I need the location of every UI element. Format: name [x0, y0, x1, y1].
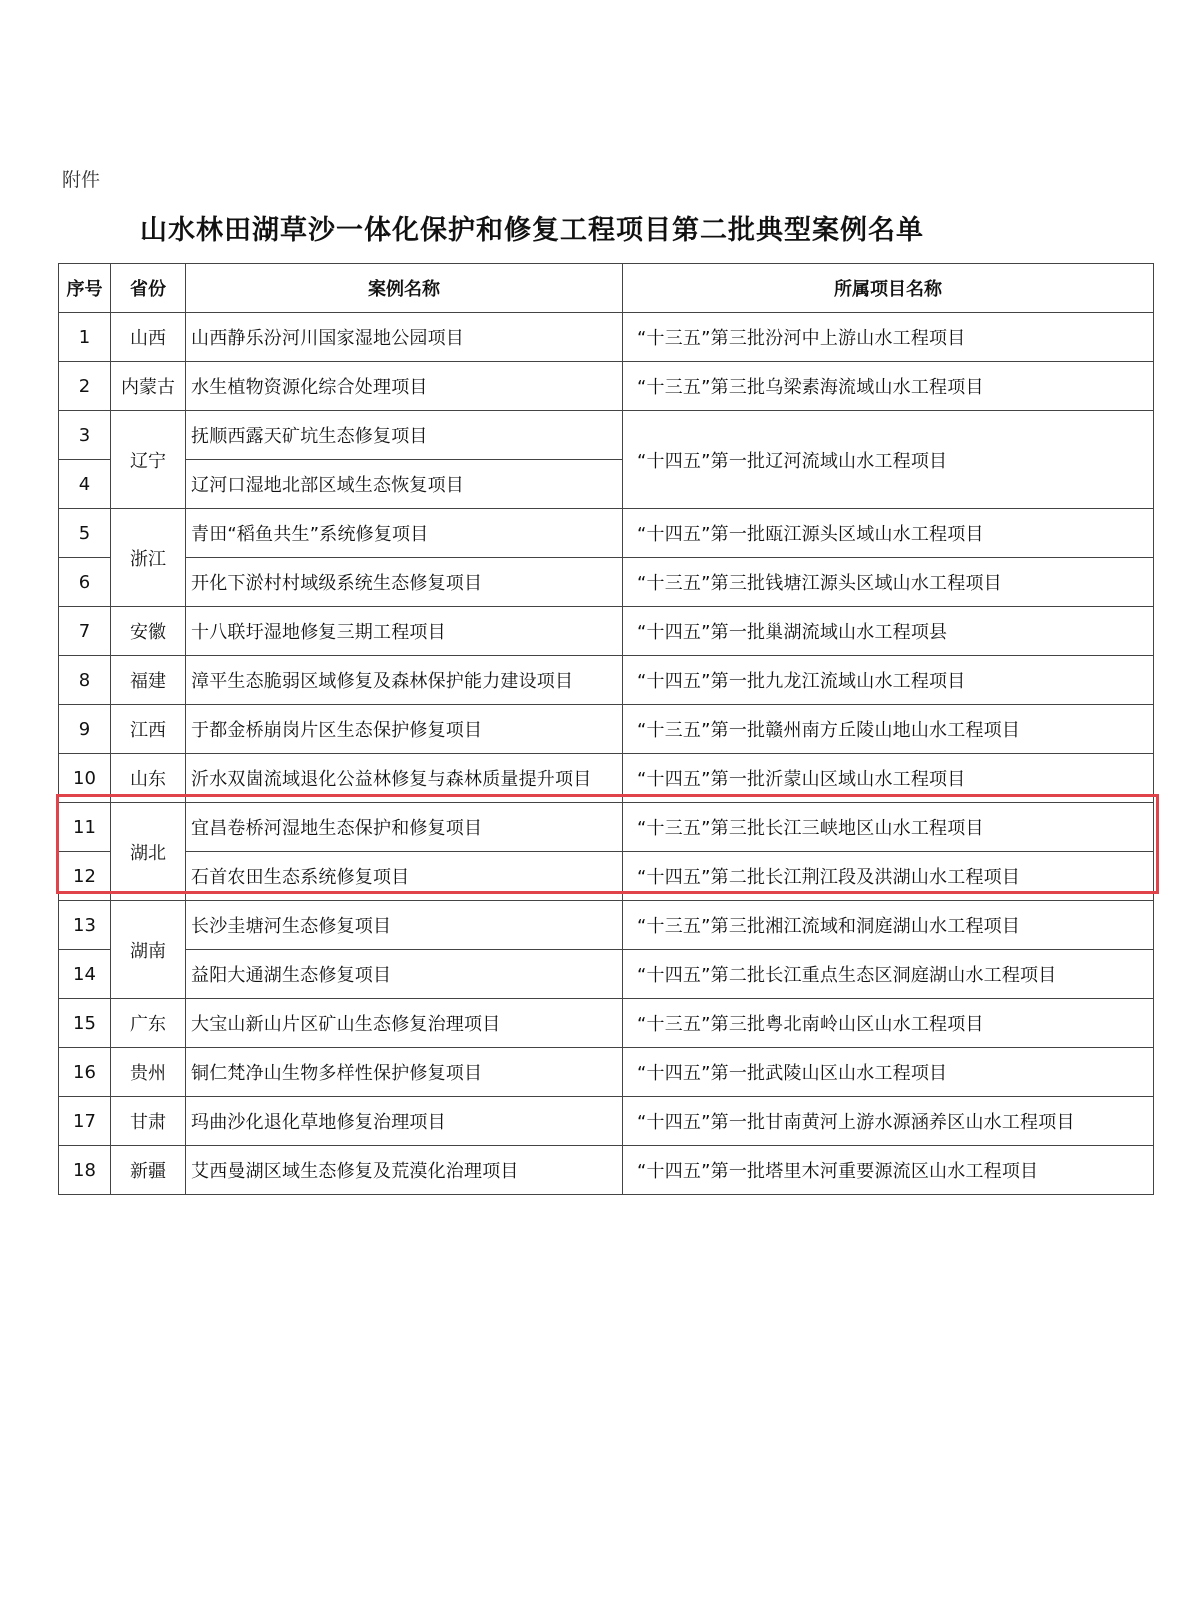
project-name-cell: “十四五”第一批甘南黄河上游水源涵养区山水工程项目: [623, 1097, 1154, 1146]
case-name-cell: 漳平生态脆弱区域修复及森林保护能力建设项目: [186, 656, 623, 705]
seq-cell: 11: [59, 803, 111, 852]
case-name-cell: 十八联圩湿地修复三期工程项目: [186, 607, 623, 656]
case-name-cell: 宜昌卷桥河湿地生态保护和修复项目: [186, 803, 623, 852]
seq-cell: 12: [59, 852, 111, 901]
case-name-cell: 青田“稻鱼共生”系统修复项目: [186, 509, 623, 558]
seq-cell: 3: [59, 411, 111, 460]
table-row: [59, 1097, 1154, 1146]
province-cell: 贵州: [111, 1048, 186, 1097]
project-name-cell: “十三五”第一批赣州南方丘陵山地山水工程项目: [623, 705, 1154, 754]
seq-cell: 18: [59, 1146, 111, 1195]
header-province: 省份: [111, 264, 186, 313]
province-cell: 浙江: [111, 509, 186, 607]
project-name-cell: “十四五”第一批瓯江源头区域山水工程项目: [623, 509, 1154, 558]
project-name-cell: “十三五”第三批钱塘江源头区域山水工程项目: [623, 558, 1154, 607]
attachment-label: 附件: [62, 169, 101, 191]
table-row: [59, 705, 1154, 754]
header-case-name: 案例名称: [186, 264, 623, 313]
case-name-cell: 水生植物资源化综合处理项目: [186, 362, 623, 411]
project-name-cell: “十三五”第三批汾河中上游山水工程项目: [623, 313, 1154, 362]
seq-cell: 5: [59, 509, 111, 558]
case-name-cell: 山西静乐汾河川国家湿地公园项目: [186, 313, 623, 362]
project-name-cell: “十三五”第三批乌梁素海流域山水工程项目: [623, 362, 1154, 411]
header-project-name: 所属项目名称: [623, 264, 1154, 313]
table-row: [59, 754, 1154, 803]
table-row: [59, 852, 1154, 901]
seq-cell: 8: [59, 656, 111, 705]
province-cell: 广东: [111, 999, 186, 1048]
case-name-cell: 于都金桥崩岗片区生态保护修复项目: [186, 705, 623, 754]
project-name-cell: “十三五”第三批湘江流域和洞庭湖山水工程项目: [623, 901, 1154, 950]
table-row: [59, 999, 1154, 1048]
header-seq: 序号: [59, 264, 111, 313]
province-cell: 湖南: [111, 901, 186, 999]
table-row: [59, 656, 1154, 705]
table-row: [59, 313, 1154, 362]
case-name-cell: 沂水双崮流域退化公益林修复与森林质量提升项目: [186, 754, 623, 803]
seq-cell: 16: [59, 1048, 111, 1097]
case-name-cell: 玛曲沙化退化草地修复治理项目: [186, 1097, 623, 1146]
province-cell: 安徽: [111, 607, 186, 656]
seq-cell: 15: [59, 999, 111, 1048]
project-name-cell: “十四五”第一批武陵山区山水工程项目: [623, 1048, 1154, 1097]
province-cell: 内蒙古: [111, 362, 186, 411]
province-cell: 新疆: [111, 1146, 186, 1195]
project-name-cell: “十四五”第二批长江荆江段及洪湖山水工程项目: [623, 852, 1154, 901]
case-name-cell: 抚顺西露天矿坑生态修复项目: [186, 411, 623, 460]
province-cell: 湖北: [111, 803, 186, 901]
case-name-cell: 大宝山新山片区矿山生态修复治理项目: [186, 999, 623, 1048]
province-cell: 江西: [111, 705, 186, 754]
province-cell: 甘肃: [111, 1097, 186, 1146]
case-name-cell: 长沙圭塘河生态修复项目: [186, 901, 623, 950]
seq-cell: 17: [59, 1097, 111, 1146]
table-row: [59, 1048, 1154, 1097]
case-name-cell: 艾西曼湖区域生态修复及荒漠化治理项目: [186, 1146, 623, 1195]
seq-cell: 4: [59, 460, 111, 509]
case-name-cell: 益阳大通湖生态修复项目: [186, 950, 623, 999]
project-name-cell: “十三五”第三批长江三峡地区山水工程项目: [623, 803, 1154, 852]
case-name-cell: 石首农田生态系统修复项目: [186, 852, 623, 901]
table-row: [59, 1146, 1154, 1195]
case-name-cell: 辽河口湿地北部区域生态恢复项目: [186, 460, 623, 509]
province-cell: 辽宁: [111, 411, 186, 509]
table-row: [59, 607, 1154, 656]
province-cell: 山东: [111, 754, 186, 803]
page-title: 山水林田湖草沙一体化保护和修复工程项目第二批典型案例名单: [140, 215, 924, 246]
province-cell: 山西: [111, 313, 186, 362]
table-row: [59, 509, 1154, 558]
table-row: [59, 803, 1154, 852]
project-name-cell: “十四五”第一批巢湖流域山水工程项县: [623, 607, 1154, 656]
seq-cell: 13: [59, 901, 111, 950]
seq-cell: 1: [59, 313, 111, 362]
seq-cell: 2: [59, 362, 111, 411]
case-list-table: [58, 263, 1154, 1195]
seq-cell: 10: [59, 754, 111, 803]
table-row: [59, 411, 1154, 460]
table-row: [59, 950, 1154, 999]
case-name-cell: 铜仁梵净山生物多样性保护修复项目: [186, 1048, 623, 1097]
seq-cell: 9: [59, 705, 111, 754]
seq-cell: 6: [59, 558, 111, 607]
table-header-row: [59, 264, 1154, 313]
project-name-cell: “十四五”第一批沂蒙山区域山水工程项目: [623, 754, 1154, 803]
project-name-cell: “十三五”第三批粤北南岭山区山水工程项目: [623, 999, 1154, 1048]
seq-cell: 14: [59, 950, 111, 999]
table-row: [59, 901, 1154, 950]
table-row: [59, 362, 1154, 411]
table-row: [59, 558, 1154, 607]
project-name-cell: “十四五”第一批辽河流域山水工程项目: [623, 411, 1154, 509]
case-name-cell: 开化下淤村村域级系统生态修复项目: [186, 558, 623, 607]
seq-cell: 7: [59, 607, 111, 656]
province-cell: 福建: [111, 656, 186, 705]
project-name-cell: “十四五”第一批九龙江流域山水工程项目: [623, 656, 1154, 705]
project-name-cell: “十四五”第二批长江重点生态区洞庭湖山水工程项目: [623, 950, 1154, 999]
project-name-cell: “十四五”第一批塔里木河重要源流区山水工程项目: [623, 1146, 1154, 1195]
